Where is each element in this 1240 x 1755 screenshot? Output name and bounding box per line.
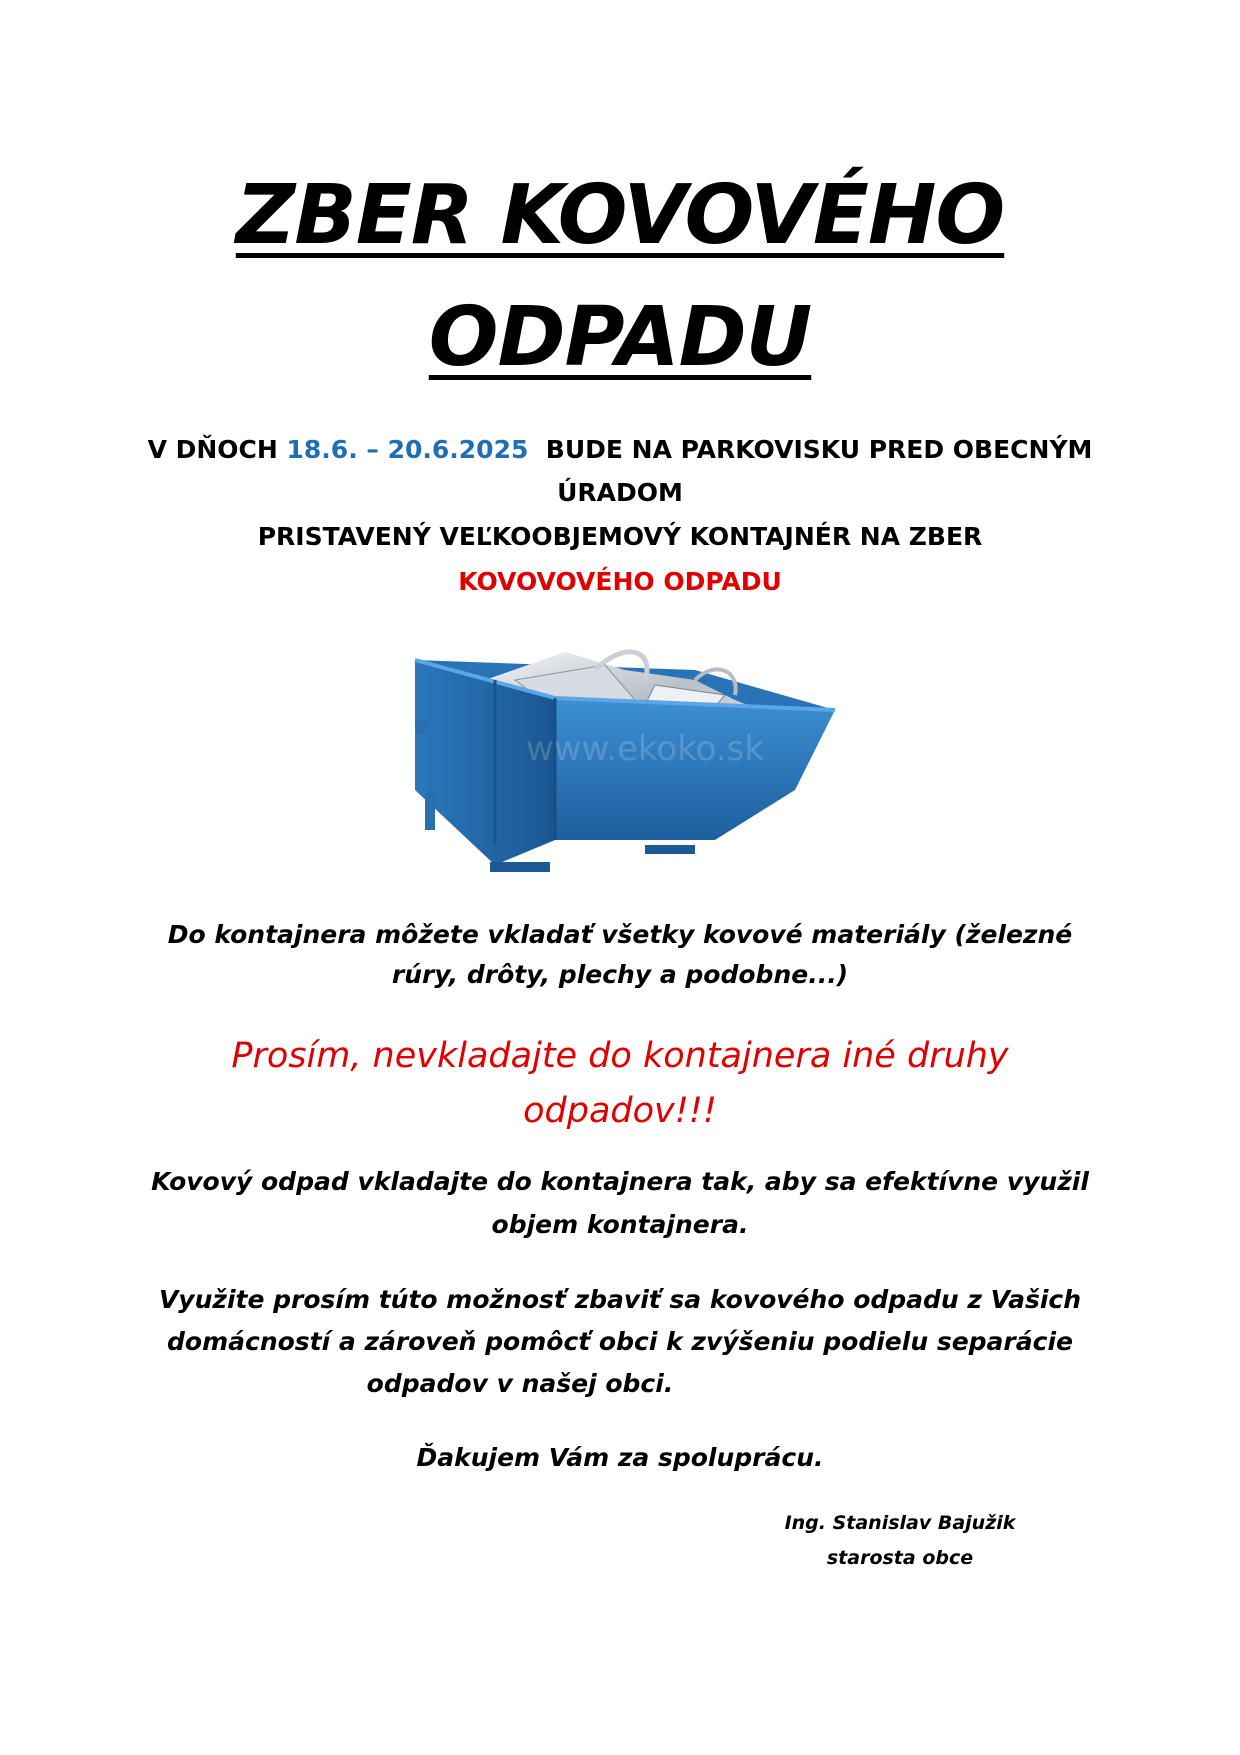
thanks-line: Ďakujem Vám za spoluprácu. — [416, 1443, 824, 1472]
container-image — [395, 640, 855, 880]
signature-role: starosta obce — [826, 1547, 974, 1569]
info-suffix: BUDE NA PARKOVISKU PRED OBECNÝM — [528, 435, 1093, 464]
use-line-3: odpadov v našej obci. — [366, 1369, 674, 1398]
use-line-2: domácností a zároveň pomôcť obci k zvýšeniu podielu separácie — [167, 1327, 1073, 1356]
info-line-3: PRISTAVENÝ VEĽKOOBJEMOVÝ KONTAJNÉR NA ZBER — [257, 522, 983, 551]
watermark-text: www.ekoko.sk — [525, 729, 765, 769]
warning-line-1: Prosím, nevkladajte do kontajnera iné druhy — [231, 1036, 1009, 1076]
materials-line-2: rúry, drôty, plechy a podobne...) — [391, 960, 849, 989]
warning-line-2: odpadov!!! — [523, 1091, 717, 1131]
title-line-2: ODPADU — [428, 290, 812, 385]
info-prefix: V DŇOCH — [147, 435, 287, 464]
title-line-1: ZBER KOVOVÉHO — [235, 168, 1005, 263]
efficient-line-2: objem kontajnera. — [491, 1210, 749, 1239]
info-dates: 18.6. – 20.6.2025 — [286, 435, 529, 464]
materials-line-1: Do kontajnera môžete vkladať všetky kovové materiály (železné — [167, 920, 1073, 949]
signature-name: Ing. Stanislav Bajužik — [784, 1512, 1016, 1534]
efficient-line-1: Kovový odpad vkladajte do kontajnera tak, aby sa efektívne využil — [151, 1167, 1089, 1196]
info-line-2: ÚRADOM — [557, 478, 683, 507]
info-line-1 — [0, 430, 1240, 470]
info-line-4: KOVOVOVÉHO ODPADU — [458, 567, 782, 596]
use-line-1: Využite prosím túto možnosť zbaviť sa kovového odpadu z Vašich — [158, 1285, 1082, 1314]
